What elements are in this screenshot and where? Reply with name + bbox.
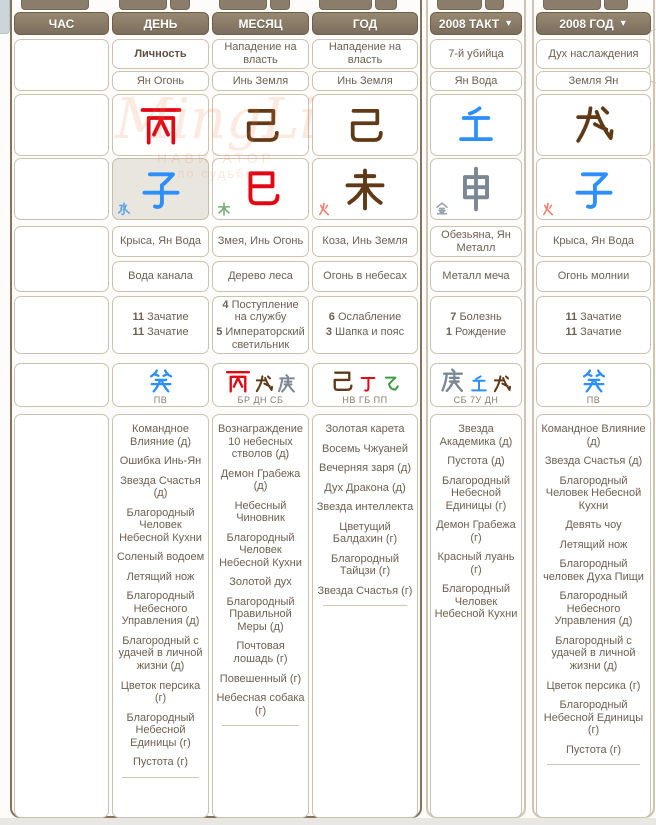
stage-number: 6	[328, 311, 335, 324]
element-mark-glyph	[117, 202, 131, 216]
animal-cell	[212, 226, 309, 257]
element-label: Инь Земля	[232, 74, 289, 87]
top-nav-button[interactable]	[375, 0, 397, 10]
stars-cell	[536, 414, 651, 818]
stage-entry: 11 Зачатие	[565, 311, 622, 324]
nayin-label: Огонь молнии	[557, 270, 630, 283]
nayin-cell	[312, 261, 418, 292]
stage-cell	[430, 296, 522, 354]
top-nav-button[interactable]	[604, 0, 628, 10]
star-item: Пустота (г)	[133, 756, 188, 769]
element-mark-glyph	[317, 202, 331, 216]
branch-cell	[212, 158, 309, 220]
branch-cell	[14, 158, 109, 220]
hidden-stems-cell	[312, 363, 418, 407]
hidden-stems-glyphs	[225, 368, 297, 394]
deity-label: Нападение на власть	[224, 41, 297, 66]
deity-label: 7-й убийца	[448, 47, 504, 60]
stars-cell	[430, 414, 522, 818]
stage-entry: 6 Ослабление	[328, 311, 402, 324]
element-cell	[212, 71, 309, 91]
stage-number: 4	[222, 298, 229, 311]
column-header-month[interactable]	[212, 12, 309, 35]
nayin-label: Вода канала	[128, 270, 193, 283]
top-nav-button[interactable]	[170, 0, 190, 10]
hidden-stem-glyph	[381, 374, 401, 394]
star-item: Благородный с удачей в личной жизни (д)	[118, 634, 203, 672]
top-nav-row	[14, 2, 109, 8]
deity-cell	[536, 39, 651, 69]
stage-number: 7	[450, 311, 457, 324]
element-mark	[117, 202, 131, 216]
top-nav-row	[212, 2, 309, 8]
column-header-hour[interactable]	[14, 12, 109, 35]
top-nav-button[interactable]	[270, 0, 290, 10]
nayin-cell	[430, 261, 522, 292]
stem-cell	[14, 94, 109, 156]
top-nav-row	[112, 2, 209, 8]
star-item: Благородный Человек Небесной Кухни	[545, 474, 642, 512]
star-item: Звезда Счастья (г)	[317, 584, 413, 597]
stage-entry: 11 Зачатие	[132, 311, 189, 324]
top-nav-button[interactable]	[319, 0, 372, 10]
element-cell	[536, 71, 651, 91]
stage-cell	[312, 296, 418, 354]
animal-cell	[430, 226, 522, 257]
star-item: Летящий нож	[126, 570, 195, 583]
star-item: Демон Грабежа (г)	[436, 519, 516, 544]
star-item: Благородный Правильной Меры (д)	[226, 595, 295, 633]
column-header-label: 2008 ТАКТ	[438, 16, 500, 31]
watermark-subtitle: НАВИГАТОР	[157, 150, 275, 166]
nayin-label: Металл меча	[442, 270, 510, 283]
column-header-label: 2008 ГОД	[559, 16, 614, 31]
column-header-day[interactable]	[112, 12, 209, 35]
branch-glyph	[453, 166, 499, 212]
stem-cell	[212, 94, 309, 156]
star-item: Благородный Человек Небесной Кухни	[219, 531, 302, 569]
animal-cell	[536, 226, 651, 257]
column-header-label: ЧАС	[48, 16, 75, 31]
hidden-stem-glyph	[225, 368, 251, 394]
element-label: Земля Ян	[568, 74, 619, 87]
stage-number: 11	[132, 311, 145, 324]
star-item: Благородный Небесного Управления (д)	[121, 590, 200, 628]
star-item: Летящий нож	[559, 538, 628, 551]
element-label: Ян Вода	[454, 74, 498, 87]
star-item: Вечерняя заря (д)	[318, 462, 411, 475]
deity-cell	[14, 39, 109, 91]
hidden-stems-glyphs	[581, 368, 607, 394]
stage-entry: 1 Рождение	[445, 326, 507, 338]
branch-glyph	[138, 166, 184, 212]
element-label: Ян Огонь	[136, 74, 185, 87]
deity-label: Личность	[134, 47, 187, 60]
top-nav-row	[536, 2, 651, 8]
stage-number: 1	[445, 326, 452, 338]
star-item: Благородный Небесной Единицы (г)	[543, 699, 644, 737]
stem-cell	[112, 94, 209, 156]
star-item: Благородный Небесной Единицы (г)	[126, 711, 195, 749]
stars-end-divider	[547, 764, 639, 765]
hidden-stem-glyph	[358, 374, 378, 394]
stage-entry: 3 Шапка и пояс	[325, 326, 405, 338]
hidden-stem-glyph	[440, 368, 466, 394]
hidden-stems-cell	[536, 363, 651, 407]
stage-cell	[14, 296, 109, 354]
star-item: Золотая карета	[325, 423, 405, 435]
star-item: Небесная собака (г)	[216, 692, 305, 717]
column-header-label: ДЕНЬ	[143, 16, 178, 31]
star-item: Почтовая лошадь (г)	[233, 640, 288, 665]
pillar-column-month	[212, 2, 309, 818]
star-item: Благородный Человек Небесной Кухни	[119, 506, 202, 544]
stars-end-divider	[323, 605, 407, 606]
stars-cell	[112, 414, 209, 818]
animal-label: Коза, Инь Земля	[322, 235, 408, 248]
element-mark	[217, 202, 231, 216]
element-mark-glyph	[541, 202, 555, 216]
star-item: Благородный Тайцзи (г)	[330, 552, 400, 578]
pillar-column-hour	[14, 2, 109, 818]
hidden-stem-glyph	[277, 374, 297, 394]
watermark-tagline: по судьбе	[177, 166, 255, 181]
deity-cell	[112, 39, 209, 69]
star-item: Демон Грабежа (д)	[220, 467, 301, 493]
pillar-column-year	[312, 2, 418, 818]
deity-cell	[212, 39, 309, 69]
hidden-stems-cell	[112, 363, 209, 407]
star-item: Цветущий Балдахин (г)	[332, 520, 398, 546]
nayin-cell	[536, 261, 651, 292]
hidden-stems-labels: НВ ГБ ПП	[342, 395, 388, 405]
star-item: Красный луань (г)	[437, 551, 515, 576]
star-item: Командное Влияние (д)	[541, 423, 646, 448]
top-nav-button[interactable]	[119, 0, 167, 10]
star-item: Благородный Человек Небесной Кухни	[434, 583, 518, 621]
nayin-cell	[112, 261, 209, 292]
element-mark	[435, 202, 449, 216]
pillar-column-day	[112, 2, 209, 818]
bottom-band	[0, 818, 656, 825]
animal-cell	[14, 226, 109, 292]
pillar-column-year2008	[536, 2, 651, 818]
stage-entry: 11 Зачатие	[132, 326, 189, 338]
stars-cell	[312, 414, 418, 818]
stage-cell	[536, 296, 651, 354]
stars-cell	[14, 414, 109, 818]
left-edge-widget	[0, 0, 10, 34]
column-header-takt[interactable]	[430, 12, 522, 35]
hidden-stems-glyphs	[148, 368, 174, 394]
hidden-stems-labels: ПВ	[586, 395, 601, 405]
column-header-label: МЕСЯЦ	[238, 16, 283, 31]
star-item: Благородный с удачей в личной жизни (д)	[551, 634, 636, 672]
hidden-stem-glyph	[492, 374, 512, 394]
branch-cell	[312, 158, 418, 220]
hidden-stems-labels: ПВ	[153, 395, 168, 405]
star-item: Благородный Небесной Единицы (г)	[441, 474, 511, 512]
hidden-stems-labels: СБ 7У ДН	[453, 395, 499, 405]
branch-cell	[536, 158, 651, 220]
top-nav-row	[430, 2, 522, 8]
top-nav-button[interactable]	[485, 0, 504, 10]
hidden-stems-cell	[430, 363, 522, 407]
star-item: Командное Влияние (д)	[130, 423, 191, 448]
hidden-stems-glyphs	[440, 368, 512, 394]
top-nav-row	[312, 2, 418, 8]
luck-period-panel	[426, 0, 526, 818]
stars-cell	[212, 414, 309, 818]
dropdown-arrow-icon: ▼	[504, 18, 514, 28]
nayin-label: Огонь в небесах	[323, 270, 407, 283]
nayin-label: Дерево леса	[228, 270, 293, 283]
stage-entry: 11 Зачатие	[565, 326, 622, 338]
top-nav-button[interactable]	[543, 0, 601, 10]
stem-glyph	[139, 103, 183, 147]
stage-number: 5	[216, 326, 223, 338]
column-header-year2008[interactable]	[536, 12, 651, 35]
stem-cell	[536, 94, 651, 156]
animal-label: Обезьяна, Ян Металл	[441, 228, 511, 254]
stars-end-divider	[222, 725, 299, 726]
star-item: Золотой дух	[229, 576, 292, 589]
top-nav-button[interactable]	[21, 0, 89, 10]
hidden-stems-labels: БР ДН СБ	[237, 395, 284, 405]
branch-cell	[112, 158, 209, 220]
star-item: Звезда интеллекта	[316, 501, 414, 514]
stem-glyph	[239, 103, 283, 147]
stage-cell	[112, 296, 209, 354]
branch-glyph	[238, 166, 284, 212]
stem-glyph	[343, 103, 387, 147]
stage-number: 3	[325, 326, 332, 338]
stage-number: 11	[132, 326, 145, 338]
star-item: Цветок персика (г)	[120, 679, 201, 705]
column-header-year[interactable]	[312, 12, 418, 35]
star-item: Звезда Академика (д)	[439, 423, 513, 448]
four-pillars-panel	[10, 0, 422, 818]
hidden-stems-cell	[14, 363, 109, 407]
branch-glyph	[571, 166, 617, 212]
animal-label: Крыса, Ян Вода	[120, 235, 201, 248]
animal-label: Крыса, Ян Вода	[553, 235, 634, 248]
deity-label: Нападение на власть	[328, 41, 402, 66]
stem-cell	[430, 94, 522, 156]
hidden-stem-glyph	[469, 374, 489, 394]
hidden-stems-glyphs	[329, 368, 401, 394]
star-item: Цветок персика (г)	[546, 679, 641, 692]
element-mark	[541, 202, 555, 216]
star-item: Девять чоу	[565, 519, 622, 532]
column-header-label: ГОД	[352, 16, 378, 31]
branch-glyph	[342, 166, 388, 212]
star-item: Повешенный (г)	[219, 672, 302, 685]
animal-cell	[112, 226, 209, 257]
dropdown-arrow-icon: ▼	[618, 18, 628, 28]
element-label: Инь Земля	[337, 74, 393, 87]
star-item: Дух Дракона (д)	[324, 481, 406, 494]
star-item: Восемь Чжуаней	[321, 442, 409, 455]
deity-cell	[312, 39, 418, 69]
star-item: Вознаграждение 10 небесных стволов (д)	[217, 423, 304, 461]
star-item: Соленый водоем	[116, 551, 205, 564]
branch-cell	[430, 158, 522, 220]
stem-glyph	[454, 103, 498, 147]
deity-label: Дух наслаждения	[548, 47, 639, 60]
hidden-stems-cell	[212, 363, 309, 407]
top-nav-button[interactable]	[437, 0, 482, 10]
stem-cell	[312, 94, 418, 156]
star-item: Благородный Небесного Управления (д)	[554, 590, 633, 628]
element-mark-glyph	[435, 202, 449, 216]
star-item: Благородный человек Духа Пищи	[543, 558, 644, 583]
star-item: Ошибка Инь-Ян	[119, 455, 202, 468]
star-item: Звезда Счастья (д)	[544, 455, 643, 468]
stem-glyph	[572, 103, 616, 147]
element-mark	[317, 202, 331, 216]
element-cell	[312, 71, 418, 91]
animal-label: Змея, Инь Огонь	[217, 235, 304, 248]
element-cell	[112, 71, 209, 91]
pillar-column-takt	[430, 2, 522, 818]
element-cell	[430, 71, 522, 91]
stage-entry: 4 Поступление на службу	[222, 298, 299, 324]
stage-entry: 5 Императорский светильник	[216, 326, 305, 351]
star-item: Небесный Чиновник	[234, 499, 287, 525]
deity-cell	[430, 39, 522, 69]
hidden-stem-glyph	[329, 368, 355, 394]
stars-end-divider	[122, 777, 199, 778]
star-item: Звезда Счастья (д)	[120, 474, 201, 500]
element-mark-glyph	[217, 202, 231, 216]
top-nav-button[interactable]	[219, 0, 267, 10]
nayin-cell	[212, 261, 309, 292]
stage-cell	[212, 296, 309, 354]
current-year-panel	[532, 0, 655, 818]
stage-number: 11	[565, 326, 578, 338]
star-item: Пустота (д)	[447, 455, 505, 468]
animal-cell	[312, 226, 418, 257]
stage-number: 11	[565, 311, 578, 324]
hidden-stem-glyph	[148, 368, 174, 394]
star-item: Пустота (г)	[566, 743, 621, 756]
hidden-stem-glyph	[254, 374, 274, 394]
hidden-stem-glyph	[581, 368, 607, 394]
stage-entry: 7 Болезнь	[450, 311, 502, 324]
